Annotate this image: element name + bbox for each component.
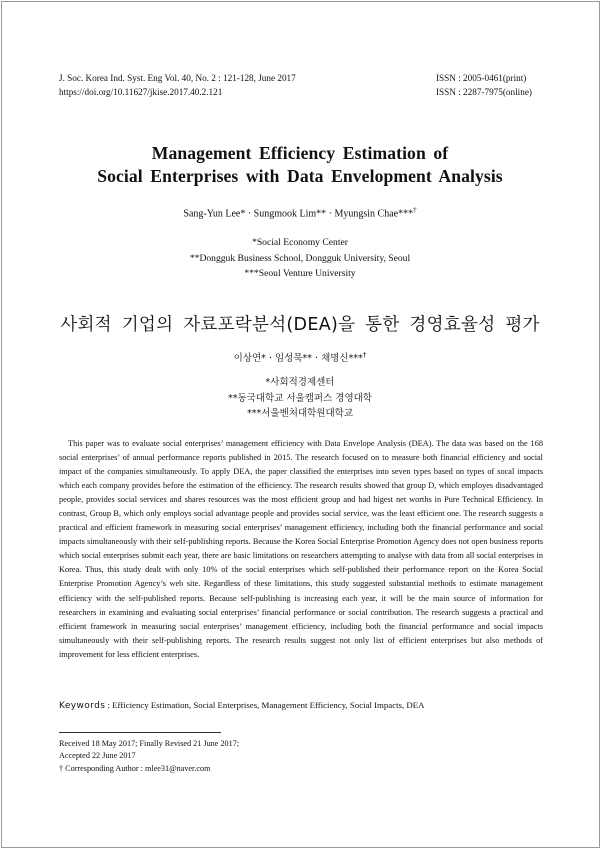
paper-title-line1: Management Efficiency Estimation of xyxy=(151,143,449,163)
paper-title-line2: Social Enterprises with Data Envelopment Analysis xyxy=(97,166,503,186)
korean-affiliation-2: **동국대학교 서울캠퍼스 경영대학 xyxy=(227,392,373,404)
keywords-separator: : xyxy=(105,700,113,710)
journal-citation: J. Soc. Korea Ind. Syst. Eng Vol. 40, No. 2 : 121-128, June 2017 xyxy=(59,73,296,83)
issn-online: ISSN : 2287-7975(online) xyxy=(436,87,532,97)
paper-title xyxy=(0,142,600,188)
korean-affiliation-1: *사회적경제센터 xyxy=(265,377,335,388)
korean-author-list xyxy=(0,349,600,365)
affiliations xyxy=(0,235,600,282)
corresponding-mark: † xyxy=(413,206,417,214)
received-date: Received 18 May 2017; Finally Revised 21 June 2017; xyxy=(59,739,240,748)
page-border xyxy=(1,1,600,848)
keywords-label: Keywords xyxy=(59,701,106,711)
author-list xyxy=(0,203,600,221)
korean-affiliations xyxy=(0,375,600,422)
abstract-text: This paper was to evaluate social enterprises’ management efficiency with Data Envelope Analysis (DEA). The data was based on the 168 social enterprises’ of annual performance reports published in 2015. The research focused on to measure both financial efficiency and social impact of the companies simultaneously. To apply DEA, the paper classified the enterprises into seven types based on types of socal impacts which each company provides before the estimation of the efficiency. The research results showed that group D, which employes disadvantaged people, provides social services and shares resources was the most efficient group and had higest net worths in Pure Technical Efficiency. In contrast, Group B, which only employs social advantage people and provides social service, was the least efficient one. The research suggests a practical and efficient framework in measuring social enterprises’ management efficiency, including both the financial performance and social impacts simultaneously with their self-publishing reports. Because the Korea Social Enterprise Promotion Agency does not open business reports which social enterprises submit each year, there are basic limitations on researchers attempting to analyse with data from all social enterprises in Korea. Thus, this study dealt with only 10% of the social enterprises which self-published their performance report on the Korea Social Enterprise Promotion Agency’s web site. Regardless of these limitations, this study suggested substantial methods to estimate management efficiency with the self-published reports. Because self-publishing is increasing each year, it will be the main source of information for researchers in examining and evaluating social enterprises’ financial performance or social contribution. The research suggests a practical and efficient framework in measuring social enterprises’ management efficiency, including both the financial performance and social impacts simultaneously with their self-publishing reports. The research results suggest not only list of efficient enterprises but also methods of improvement for less efficient enterprises. xyxy=(59,439,543,659)
accepted-date: Accepted 22 June 2017 xyxy=(59,751,136,761)
issn-print: ISSN : 2005-0461(print) xyxy=(436,73,527,83)
affiliation-2: **Dongguk Business School, Dongguk University, Seoul xyxy=(189,252,411,264)
corresponding-author xyxy=(59,763,239,775)
affiliation-1: *Social Economy Center xyxy=(252,237,348,248)
doi-link[interactable]: https://doi.org/10.11627/jkise.2017.40.2.121 xyxy=(59,87,223,97)
korean-corresponding-mark: † xyxy=(362,351,367,359)
journal-header xyxy=(59,71,296,99)
dagger-mark: † xyxy=(59,763,64,773)
affiliation-3: ***Seoul Venture University xyxy=(244,268,356,280)
korean-title: 사회적 기업의 자료포락분석(DEA)을 통한 경영효율성 평가 xyxy=(60,315,540,335)
korean-affiliation-3: ***서울벤처대학원대학교 xyxy=(246,408,354,419)
keywords-text: Efficiency Estimation, Social Enterprises, Management Efficiency, Social Impacts, DEA xyxy=(112,700,425,710)
keywords xyxy=(59,698,543,713)
footnotes xyxy=(59,738,239,775)
corresponding-author-text: Corresponding Author : mlee31@naver.com xyxy=(63,763,211,773)
korean-author-names: 이상연* · 임성묵** · 채명신*** xyxy=(233,353,363,365)
footnote-divider xyxy=(59,732,221,733)
issn-block xyxy=(436,71,532,99)
author-names: Sang-Yun Lee* · Sungmook Lim** · Myungsin Chae*** xyxy=(183,208,414,220)
